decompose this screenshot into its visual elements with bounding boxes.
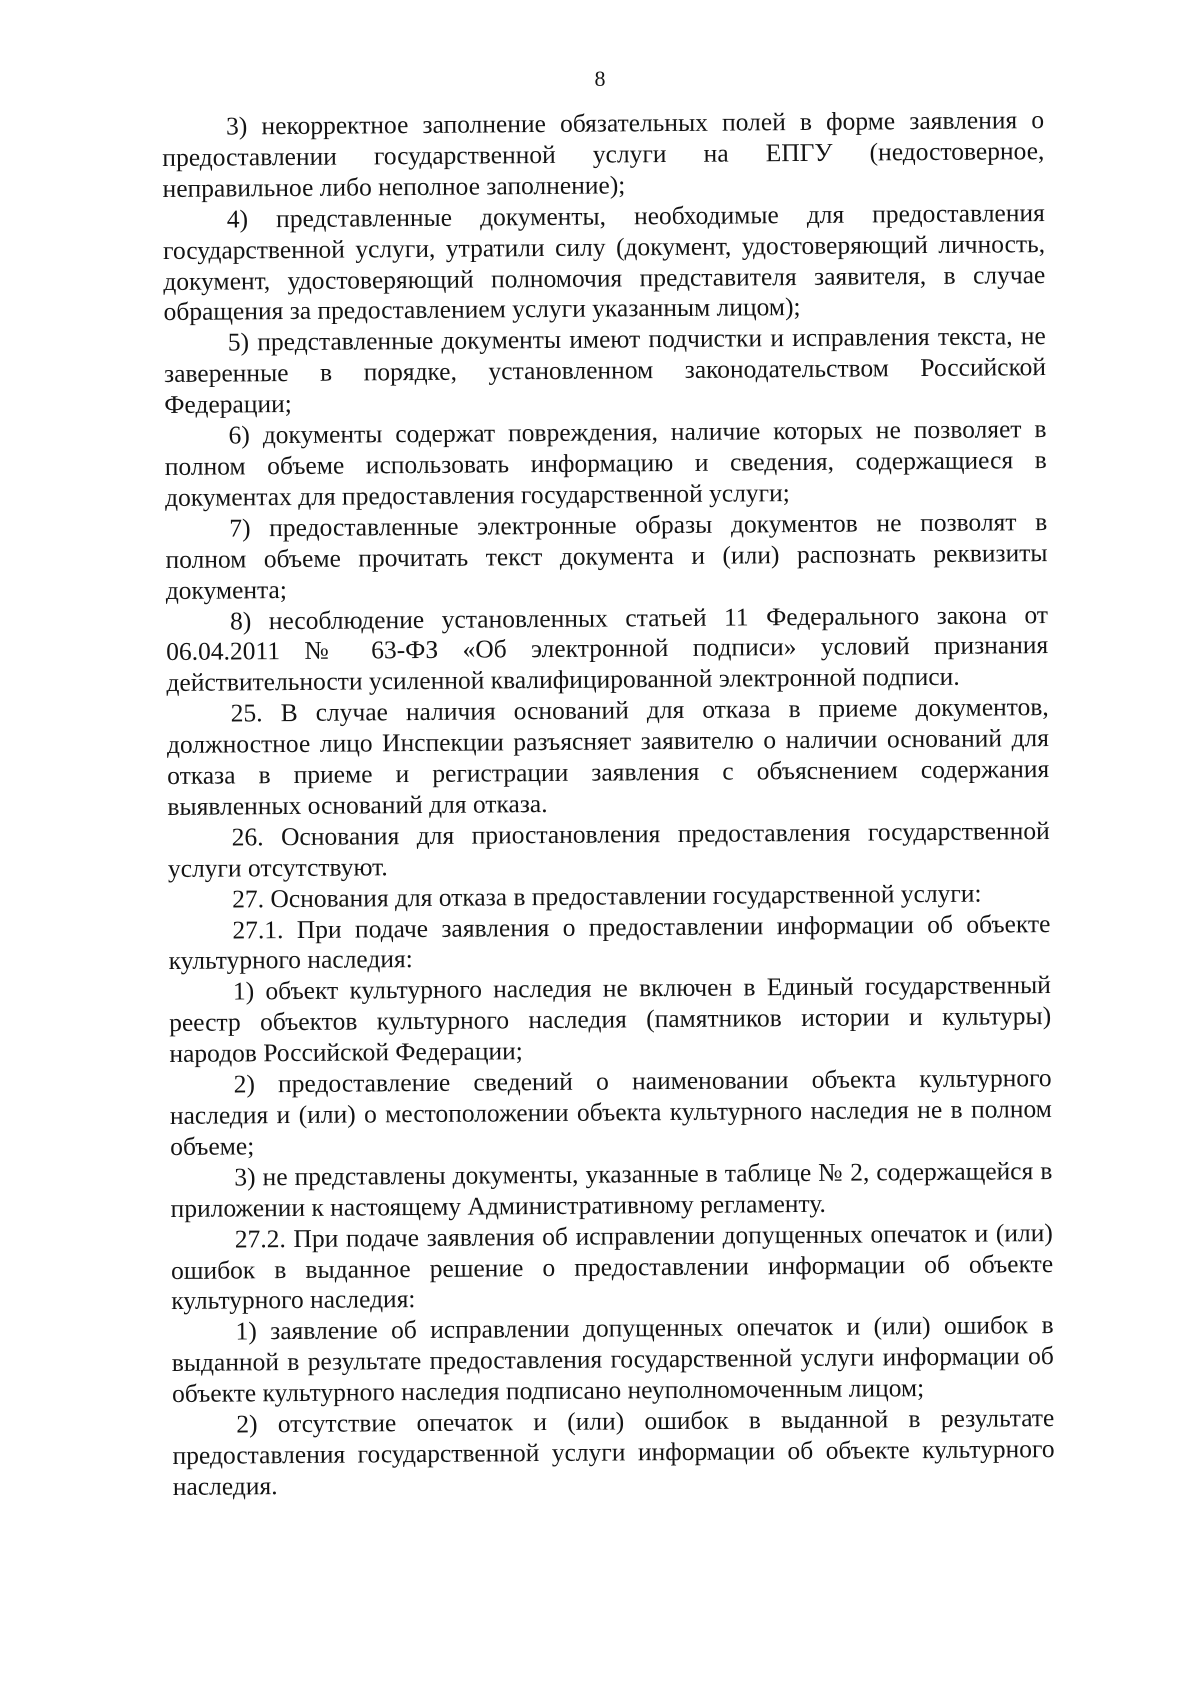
paragraph-clause-27-1-item-2: 2) предоставление сведений о наименовании объекта культурного наследия и (или) о местоположении объекта культурного наследия не в полном объеме;: [169, 1063, 1052, 1161]
paragraph-clause-27-2: 27.2. При подаче заявления об исправлении допущенных опечаток и (или) ошибок в выданное решение о предоставлении информации об объекте культурного наследия:: [170, 1217, 1054, 1316]
paragraph-item-8-signature-requirements: 8) несоблюдение установленных статьей 11 Федерального закона от 06.04.2011 № 63-ФЗ «Об электронной подписи» условий признания действительности усиленной квалифицированной электронной подписи.: [166, 599, 1049, 698]
document-body: [162, 105, 1055, 1503]
paragraph-clause-26: 26. Основания для приостановления предоставления государственной услуги отсутствуют.: [167, 815, 1050, 883]
paragraph-clause-27-1: 27.1. При подаче заявления о предоставлении информации об объекте культурного наследия:: [168, 908, 1051, 976]
paragraph-clause-27-2-item-2: 2) отсутствие опечаток и (или) ошибок в выданной в результате предоставления государственной услуги информации об объекте культурного наследия.: [172, 1403, 1055, 1501]
paragraph-item-7-unreadable-images: 7) предоставленные электронные образы документов не позволят в полном объеме прочитать текст документа и (или) распознать реквизиты документа;: [165, 506, 1048, 605]
paragraph-clause-25: 25. В случае наличия оснований для отказа в приеме документов, должностное лицо Инспекции разъясняет заявителю о наличии оснований для отказа в приеме и регистрации заявления с объяснением содержания выявленных оснований для отказа.: [166, 692, 1050, 821]
paragraph-item-6-damaged-documents: 6) документы содержат повреждения, наличие которых не позволяет в полном объеме использовать информацию и сведения, содержащиеся в документах для предоставления государственной услуги;: [164, 414, 1047, 512]
paragraph-clause-27-1-item-3: 3) не представлены документы, указанные в таблице № 2, содержащейся в приложении к настоящему Административному регламенту.: [170, 1155, 1053, 1223]
paragraph-clause-27-2-item-1: 1) заявление об исправлении допущенных опечаток и (или) ошибок в выданной в результате предоставления государственной услуги информации об объекте культурного наследия подписано неуполномоченным лицом;: [171, 1310, 1054, 1409]
paragraph-item-3-incorrect-form-fields: 3) некорректное заполнение обязательных полей в форме заявления о предоставлении государственной услуги на ЕПГУ (недостоверное, неправильное либо неполное заполнение);: [162, 105, 1045, 203]
paragraph-item-5-corrected-documents: 5) представленные документы имеют подчистки и исправления текста, не заверенные в порядке, установленном законодательством Российской Федерации;: [163, 321, 1047, 420]
paragraph-clause-27: 27. Основания для отказа в предоставлении государственной услуги:: [232, 878, 982, 914]
paragraph-item-4-expired-documents: 4) представленные документы, необходимые для предоставления государственной услуги, утратили силу (документ, удостоверяющий личность, документ, удостоверяющий полномочия представителя заявителя, в случае обращения за предоставлением услуги указанным лицом);: [162, 197, 1046, 327]
page-number: 8: [594, 66, 606, 91]
paragraph-clause-27-1-item-1: 1) объект культурного наследия не включен в Единый государственный реестр объектов культурного наследия (памятников истории и культуры) народов Российской Федерации;: [169, 970, 1052, 1069]
